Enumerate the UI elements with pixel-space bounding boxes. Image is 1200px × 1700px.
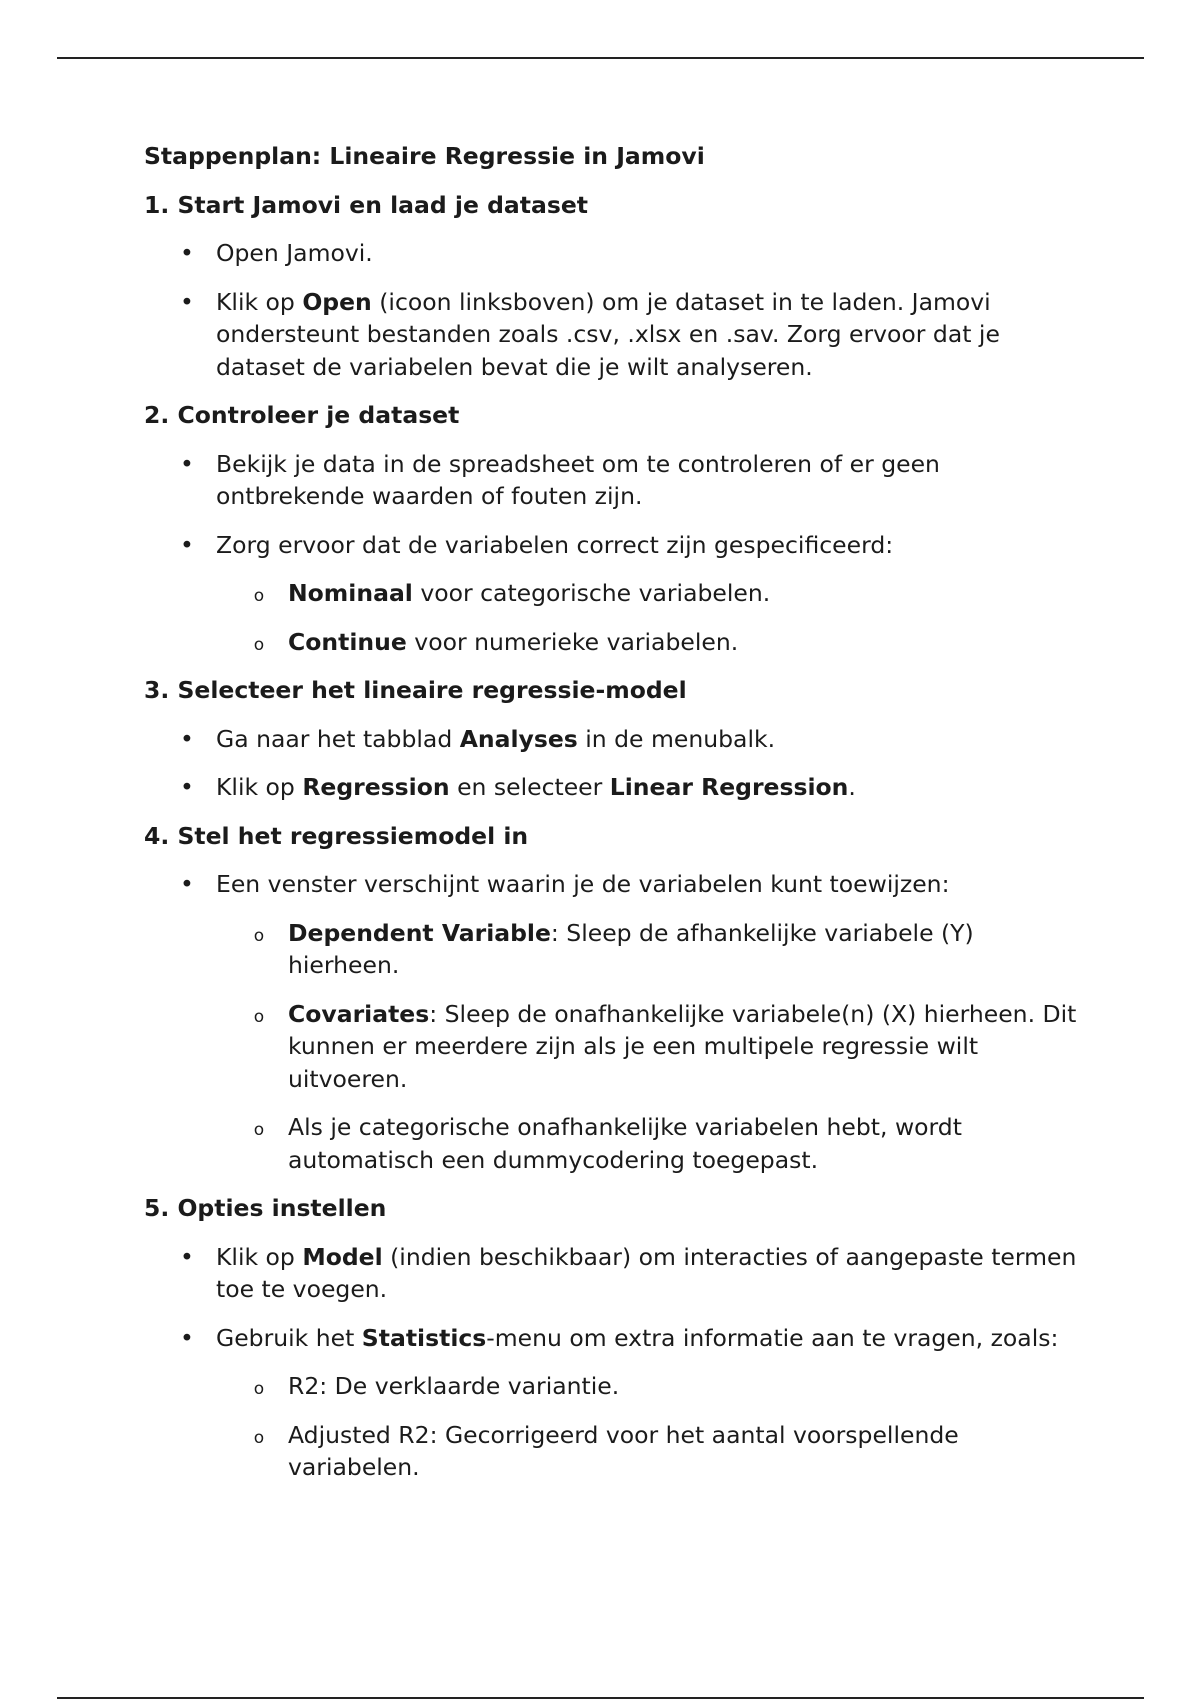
section-1 [144,189,1084,384]
sub-bullet-list [216,1370,1084,1484]
bullet-icon: • [180,870,194,898]
bold-term: Nominaal [288,579,413,607]
sub-list-item: o Covariates: Sleep de onafhankelijke variabele(n) (X) hierheen. Dit kunnen er meerdere zijn als je een multipele regressie wilt uitvoeren. [253,999,1077,1093]
section-heading: 4. Stel het regressiemodel in [144,821,529,850]
bullet-icon: • [180,449,194,478]
sub-bullet-icon: o [253,586,265,606]
list-item: • Gebruik het Statistics-menu om extra informatie aan te vragen, zoals: o R2: De verklaarde variantie. o Adjusted R2: Gecorrigeerd voor het aantal voorspellende variabelen. [144,1322,1084,1484]
document-body [144,140,1084,1500]
sub-bullet-icon: o [253,1379,265,1399]
bold-term: Covariates [288,999,430,1028]
sub-list-item: o Dependent Variable: Sleep de afhankelijke variabele (Y) hierheen. [253,918,974,979]
bullet-icon: • [180,1323,194,1352]
section-heading: 3. Selecteer het lineaire regressie-model [144,676,687,704]
list-item: • Open Jamovi. [144,237,1084,270]
sub-bullet-icon: o [253,1120,265,1140]
footer-rule [57,1697,1144,1699]
section-4 [144,820,1084,1177]
bold-term: Linear Regression [609,773,849,801]
bullet-icon: • [180,239,194,267]
bullet-icon: • [180,530,194,559]
header-rule [57,57,1144,59]
sub-bullet-icon: o [253,634,265,655]
bold-term: Regression [302,773,450,801]
sub-bullet-list [216,577,1084,658]
sub-bullet-icon: o [253,1427,265,1448]
bullet-list [144,1241,1084,1484]
sub-bullet-icon: o [253,1006,265,1027]
sub-list-item: o Continue voor numerieke variabelen. [216,626,1084,659]
bold-term: Analyses [459,724,578,753]
section-heading: 1. Start Jamovi en laad je dataset [144,190,588,219]
document-title: Stappenplan: Lineaire Regressie in Jamovi [144,142,705,170]
bullet-list [144,868,1084,1176]
list-item: • Klik op Open (icoon linksboven) om je dataset in te laden. Jamovi ondersteunt bestanden zoals .csv, .xlsx en .sav. Zorg ervoor dat je dataset de variabelen bevat die je wilt analyseren. [180,287,1000,381]
bold-term: Continue [288,627,407,656]
sub-list-item: o R2: De verklaarde variantie. [216,1370,1084,1403]
section-3 [144,674,1084,804]
bullet-list [144,237,1084,383]
list-item: • Klik op Model (indien beschikbaar) om interacties of aangepaste termen toe te voegen. [180,1242,1077,1303]
bold-term: Open [302,287,372,316]
section-5 [144,1192,1084,1484]
sub-bullet-list [216,917,1084,1177]
bullet-icon: • [180,773,194,801]
bullet-icon: • [180,724,194,753]
list-item: • Klik op Regression en selecteer Linear Regression. [144,771,1084,804]
bullet-list [144,448,1084,659]
sub-list-item: o Nominaal voor categorische variabelen. [216,577,1084,610]
bullet-icon: • [180,1242,194,1271]
bold-term: Dependent Variable [288,918,551,947]
bullet-icon: • [180,287,194,316]
list-item: • Zorg ervoor dat de variabelen correct zijn gespecificeerd: o Nominaal voor categorische variabelen. o Continue voor numerieke variabelen. [144,529,1084,659]
list-item: • Bekijk je data in de spreadsheet om te controleren of er geen ontbrekende waarden of fouten zijn. [180,449,940,510]
section-heading: 2. Controleer je dataset [144,401,460,429]
sub-bullet-icon: o [253,925,265,946]
bold-term: Statistics [361,1323,487,1352]
bold-term: Model [302,1242,383,1271]
bullet-list [144,723,1084,804]
sub-list-item: o Als je categorische onafhankelijke variabelen hebt, wordt automatisch een dummycodering toegepast. [253,1113,962,1174]
sub-list-item: o Adjusted R2: Gecorrigeerd voor het aantal voorspellende variabelen. [253,1420,959,1481]
list-item: • Een venster verschijnt waarin je de variabelen kunt toewijzen: o Dependent Variable: Sleep de afhankelijke variabele (Y) hierheen. o Covariates: Sleep de onafhankelijke variabele(n) (X) hierheen. Dit kunnen er meerdere zijn als je een multipele regressie wilt uitvoeren. o Als je categorische onafhankelijke variabelen hebt, wordt automatisch een dummycodering toegepast. [144,868,1084,1176]
list-item: • Ga naar het tabblad Analyses in de menubalk. [144,723,1084,756]
section-heading: 5. Opties instellen [144,1194,387,1222]
section-2 [144,399,1084,658]
